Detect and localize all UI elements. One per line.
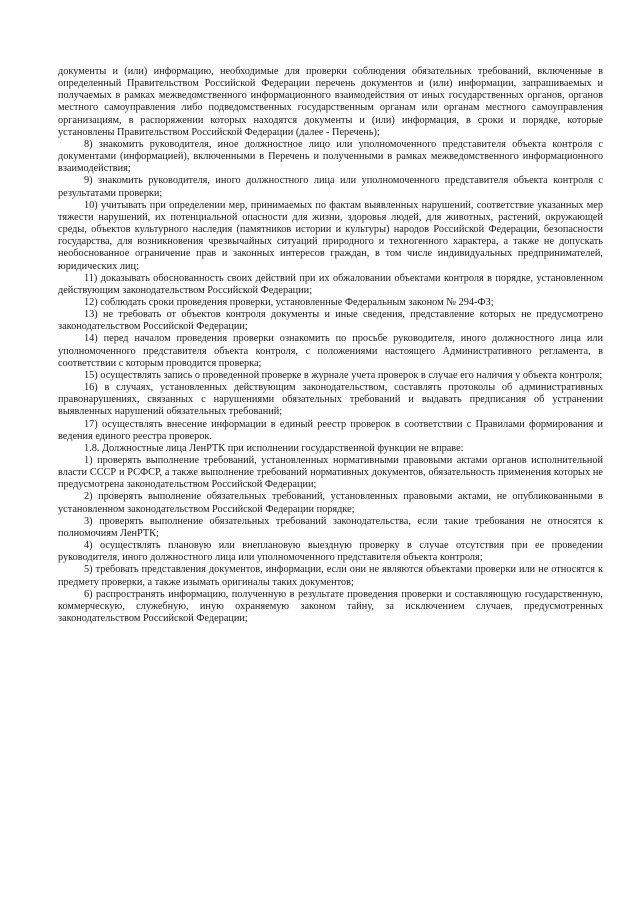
paragraph-prohibition-5: 5) требовать представления документов, информации, если они не являются объектами проверки или не относятся к предмету проверки, а также изымать оригиналы таких документов; <box>58 564 603 588</box>
paragraph-prohibition-3: 3) проверять выполнение обязательных требований законодательства, если такие требования не относятся к полномочиям ЛенРТК; <box>58 515 603 539</box>
section-heading-1-8: 1.8. Должностные лица ЛенРТК при исполнении государственной функции не вправе: <box>84 442 464 454</box>
paragraph-item-14: 14) перед началом проведения проверки ознакомить по просьбе руководителя, иного должностного лица или уполномоченного представителя объекта контроля, с положениями настоящего Административного регламента, в соответствии с которым проводится проверка; <box>58 333 603 369</box>
paragraph-item-13: 13) не требовать от объектов контроля документы и иные сведения, представление которых не предусмотрено законодательством Российской Федерации; <box>58 309 603 333</box>
paragraph-item-9: 9) знакомить руководителя, иного должностного лица или уполномоченного представителя объекта контроля с результатами проверки; <box>58 175 603 199</box>
paragraph-prohibition-2: 2) проверять выполнение обязательных требований, установленных правовыми актами, не опубликованными в установленном законодательством Российской Федерации порядке; <box>58 491 603 515</box>
paragraph-prohibition-1: 1) проверять выполнение требований, установленных нормативными правовыми актами органов исполнительной власти СССР и РСФСР, а также выполнение требований нормативных документов, обязательность применения которых не предусмотрена законодательством Российской Федерации; <box>58 455 603 491</box>
paragraph-item-17: 17) осуществлять внесение информации в единый реестр проверок в соответствии с Правилами формирования и ведения единого реестра проверок. <box>58 418 603 442</box>
paragraph-item-10: 10) учитывать при определении мер, принимаемых по фактам выявленных нарушений, соответствие указанных мер тяжести нарушений, их потенциальной опасности для жизни, здоровья людей, для животных, растений, окружающей среды, объектов культурного наследия (памятников истории и культуры) народов Российской Федерации, безопасности государства, для возникновения чрезвычайных ситуаций природного и техногенного характера, а также не допускать необоснованное ограничение прав и законных интересов граждан, в том числе индивидуальных предпринимателей, юридических лиц; <box>58 199 603 272</box>
paragraph-item-8: 8) знакомить руководителя, иное должностное лицо или уполномоченного представителя объекта контроля с документами (информацией), включенными в Перечень и полученными в рамках межведомственного информационного взаимодействия; <box>58 138 603 175</box>
paragraph-prohibition-6: 6) распространять информацию, полученную в результате проведения проверки и составляющую государственную, коммерческую, служебную, иную охраняемую законом тайну, за исключением случаев, предусмотренных законодательством Российской Федерации; <box>58 588 603 625</box>
paragraph-prohibition-4: 4) осуществлять плановую или внеплановую выездную проверку в случае отсутствия при ее проведении руководителя, иного должностного лица или уполномоченного представителя объекта контроля; <box>58 540 603 564</box>
paragraph-item-11: 11) доказывать обоснованность своих действий при их обжаловании объектами контроля в порядке, установленном действующим законодательством Российской Федерации; <box>58 272 603 296</box>
paragraph-item-16: 16) в случаях, установленных действующим законодательством, составлять протоколы об административных правонарушениях, связанных с нарушениями обязательных требований и выдавать предписания об устранении выявленных нарушений обязательных требований; <box>58 382 603 418</box>
paragraph-item-15: 15) осуществлять запись о проведенной проверке в журнале учета проверок в случае его наличия у объекта контроля; <box>84 369 603 381</box>
paragraph-item-12: 12) соблюдать сроки проведения проверки, установленные Федеральным законом № 294-ФЗ; <box>84 296 494 308</box>
document-page <box>58 66 603 625</box>
paragraph-continuation-perechen: документы и (или) информацию, необходимые для проверки соблюдения обязательных требований, включенные в определенный Правительством Российской Федерации перечень документов и (или) информации, запрашиваемых и получаемых в рамках межведомственного информационного взаимодействия от иных государственных органов, органов местного самоуправления либо подведомственных государственным органам или органам местного самоуправления организациям, в распоряжении которых находятся документы и (или) информация, в сроки и порядке, которые установлены Правительством Российской Федерации (далее - Перечень); <box>58 66 603 138</box>
